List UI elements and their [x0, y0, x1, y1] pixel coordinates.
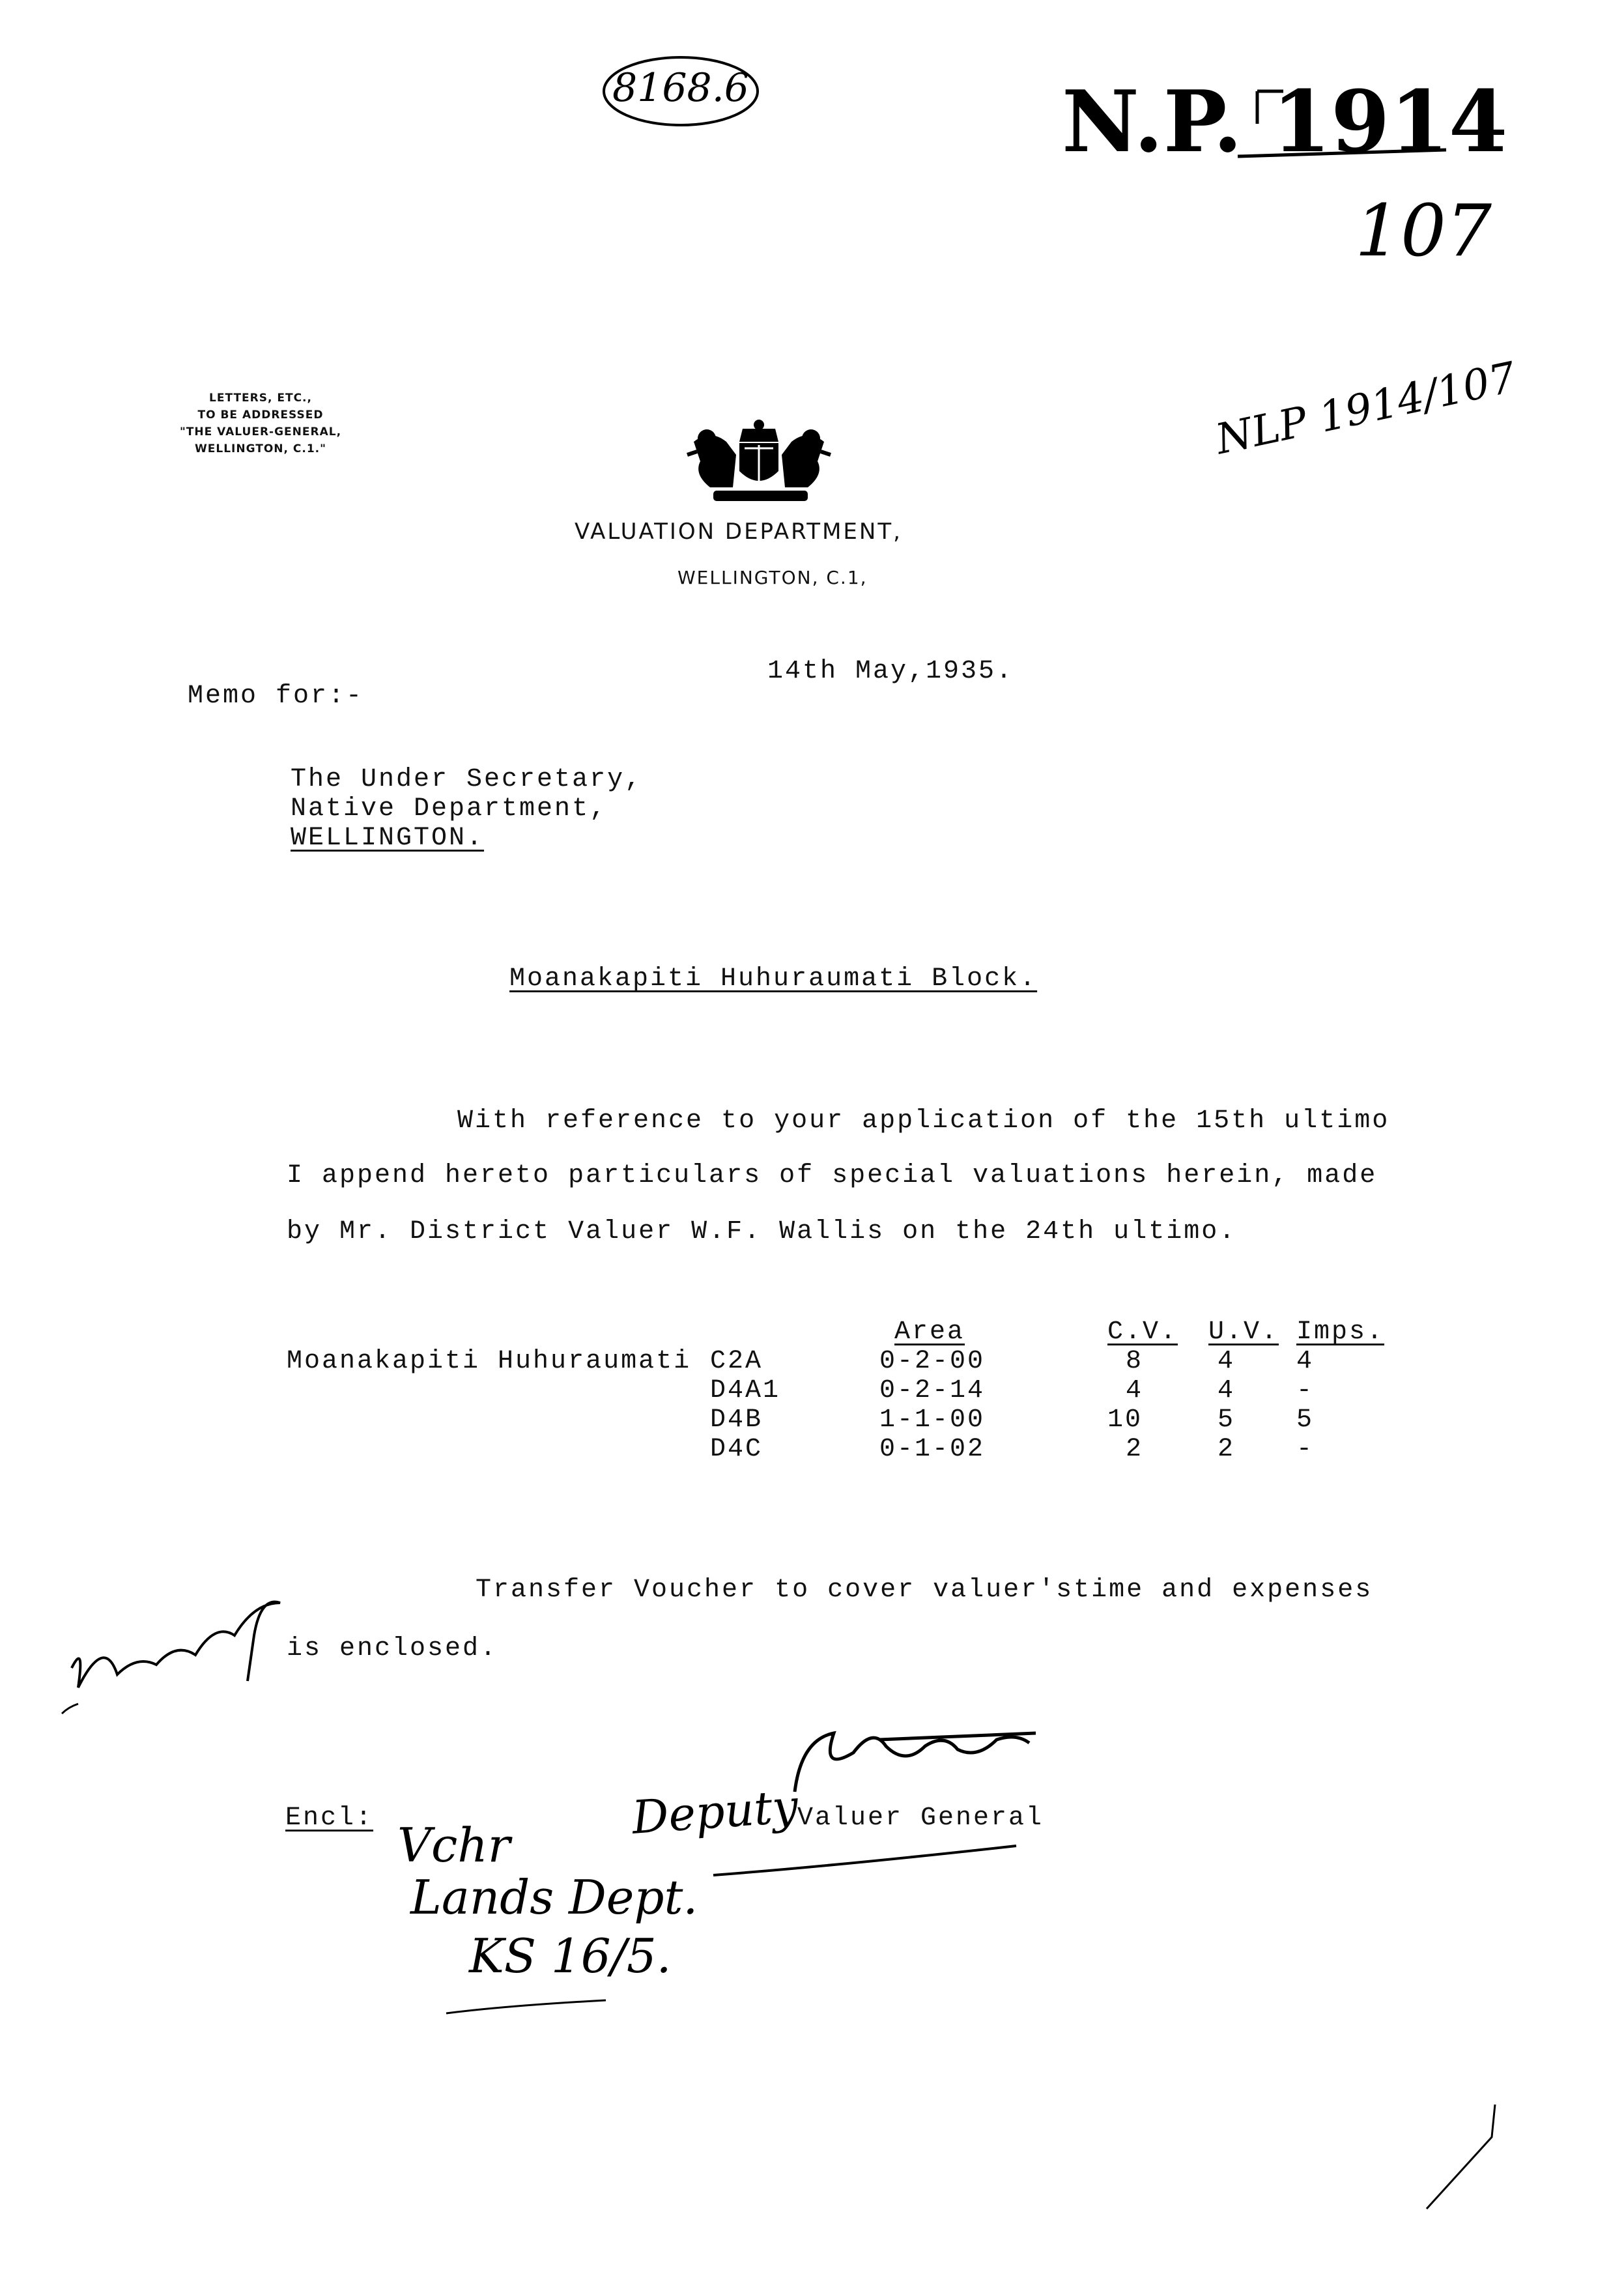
- memo-date: 14th May,1935.: [767, 657, 1014, 686]
- table-header-cv: C.V.: [1107, 1317, 1178, 1347]
- table-row: [287, 1435, 1394, 1464]
- transfer-line: is enclosed.: [287, 1634, 498, 1663]
- enclosure-underline: [443, 1994, 612, 2020]
- imps-cell: 5: [1296, 1405, 1315, 1435]
- imps-cell: -: [1296, 1376, 1315, 1405]
- area-cell: 0-2-14: [879, 1376, 986, 1405]
- table-header-uv: U.V.: [1208, 1317, 1279, 1347]
- uv-cell: 2: [1218, 1435, 1236, 1464]
- letterhead-line: LETTERS, ETC.,: [209, 392, 312, 405]
- memo-for-label: Memo for:-: [188, 682, 364, 711]
- cv-cell: 4: [1126, 1376, 1144, 1405]
- block-name: Moanakapiti Huhuraumati: [287, 1347, 692, 1376]
- cv-cell: 2: [1126, 1435, 1144, 1464]
- uv-cell: 5: [1218, 1405, 1236, 1435]
- area-cell: 0-1-02: [879, 1435, 986, 1464]
- table-header-area: Area: [894, 1317, 965, 1347]
- valuations-table: [287, 1317, 1394, 1464]
- block-name-empty: [287, 1405, 710, 1435]
- section-cell: D4C: [710, 1435, 763, 1464]
- handwritten-initials: [46, 1525, 319, 1720]
- letterhead-address: [150, 390, 371, 457]
- signoff-title: Valuer General: [797, 1804, 1044, 1833]
- circled-reference: [599, 52, 765, 130]
- enclosure-note: Vchr: [397, 1818, 511, 1873]
- memo-subject: Moanakapiti Huhuraumati Block.: [509, 964, 1038, 994]
- file-reference-side: NLP 1914/107: [1212, 353, 1520, 465]
- signature-underline: [710, 1836, 1023, 1882]
- section-cell: C2A: [710, 1347, 763, 1376]
- table-header-row: [287, 1317, 1394, 1347]
- letterhead-line: TO BE ADDRESSED: [197, 409, 324, 422]
- uv-cell: 4: [1218, 1347, 1236, 1376]
- transfer-line: Transfer Voucher to cover valuer'stime and expenses: [476, 1575, 1373, 1605]
- section-cell: D4A1: [710, 1376, 781, 1405]
- deputy-handwriting: Deputy: [630, 1779, 800, 1845]
- uv-cell: 4: [1218, 1376, 1236, 1405]
- table-row: [287, 1405, 1394, 1435]
- imps-cell: 4: [1296, 1347, 1315, 1376]
- circled-reference-text: 8168.6: [612, 65, 749, 111]
- enclosure-label: Encl:: [285, 1804, 374, 1833]
- signature: [782, 1714, 1055, 1805]
- letterhead-line: WELLINGTON, C.1.": [195, 442, 326, 455]
- recipient-line: Native Department,: [291, 794, 608, 824]
- imps-cell: -: [1296, 1435, 1315, 1464]
- letterhead-line: "THE VALUER-GENERAL,: [179, 425, 342, 438]
- coat-of-arms-icon: [674, 416, 844, 507]
- enclosure-note: KS 16/5.: [469, 1929, 672, 1983]
- area-cell: 1-1-00: [879, 1405, 986, 1435]
- section-cell: D4B: [710, 1405, 763, 1435]
- table-row: [287, 1347, 1394, 1376]
- area-cell: 0-2-00: [879, 1347, 986, 1376]
- enclosure-note: Lands Dept.: [410, 1870, 698, 1925]
- recipient-city: WELLINGTON.: [291, 824, 485, 853]
- table-row: [287, 1376, 1394, 1405]
- block-name-empty: [287, 1435, 710, 1464]
- file-reference-top-suffix: 107: [1355, 189, 1492, 272]
- table-header-imps: Imps.: [1296, 1317, 1385, 1347]
- body-line: I append hereto particulars of special valuations herein, made: [287, 1161, 1378, 1190]
- block-name-empty: [287, 1376, 710, 1405]
- department-city: WELLINGTON, C.1,: [677, 567, 868, 588]
- file-reference-top-text: N.P. 1914: [1062, 72, 1508, 171]
- file-reference-top: [1049, 59, 1508, 293]
- strike-mark: [1231, 85, 1492, 189]
- body-line: by Mr. District Valuer W.F. Wallis on the 24th ultimo.: [287, 1217, 1237, 1246]
- cv-cell: 10: [1107, 1405, 1143, 1435]
- corner-mark: [1420, 2085, 1511, 2215]
- cv-cell: 8: [1126, 1347, 1144, 1376]
- recipient-line: The Under Secretary,: [291, 765, 643, 794]
- body-line: With reference to your application of the 15th ultimo: [457, 1106, 1390, 1136]
- table-header-cell: [287, 1317, 710, 1347]
- department-name: VALUATION DEPARTMENT,: [575, 519, 902, 545]
- table-header-cell: [710, 1317, 860, 1347]
